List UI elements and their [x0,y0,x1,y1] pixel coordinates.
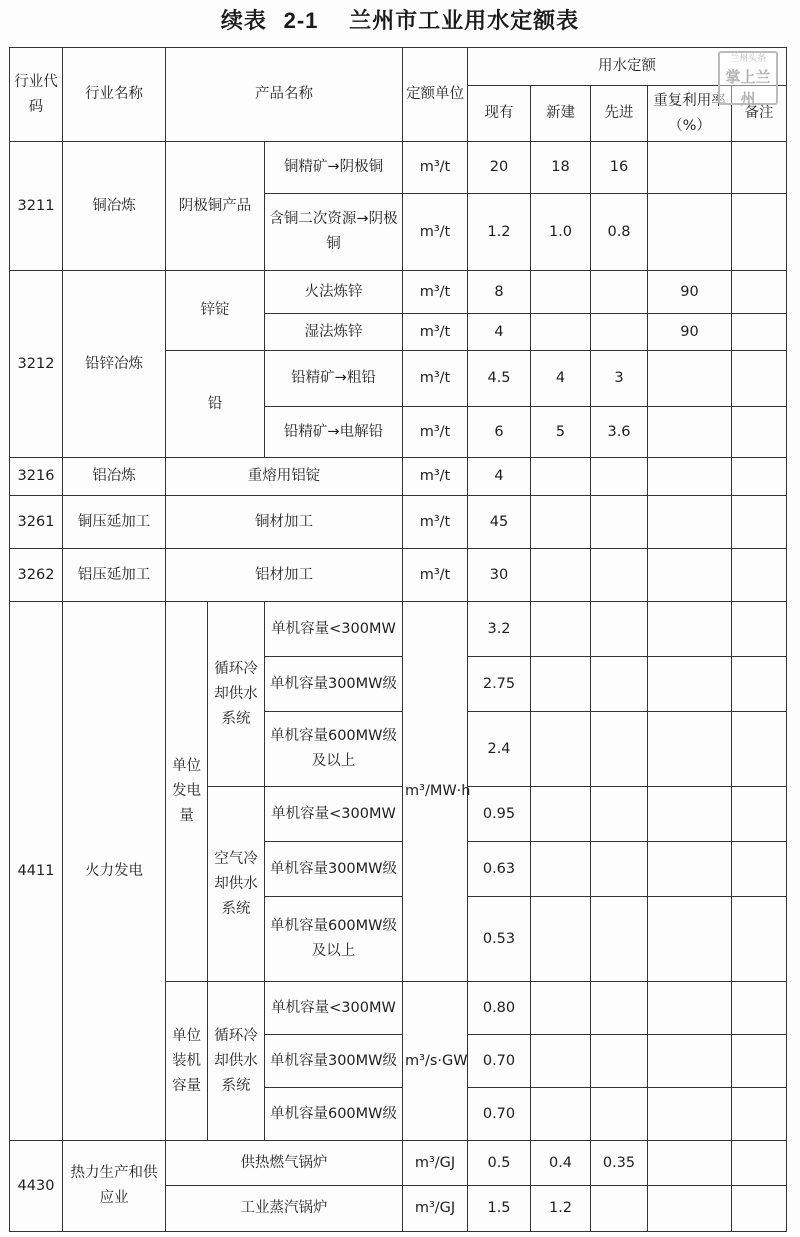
reuse-cell [648,142,732,194]
advanced-cell: 0.35 [591,1141,648,1186]
remarks-cell [732,842,787,897]
advanced-cell [591,1035,648,1088]
new-cell [531,712,591,787]
system-cell: 循环冷却供水系统 [208,982,265,1141]
watermark-stamp [718,51,778,108]
table-row [10,1141,787,1186]
unit-cell: m³/MW·h [403,602,468,982]
title-prefix: 续表 [220,9,267,34]
unit-cell: m³/t [403,271,468,314]
remarks-cell [732,602,787,657]
header-industry: 行业名称 [63,48,166,142]
new-cell [531,1035,591,1088]
reuse-cell [648,194,732,271]
current-cell: 45 [468,496,531,549]
new-cell: 18 [531,142,591,194]
advanced-cell: 3 [591,351,648,407]
reuse-cell [648,1186,732,1232]
advanced-cell [591,1088,648,1141]
product-cell: 单机容量300MW级 [265,1035,403,1088]
reuse-cell [648,496,732,549]
category-cell: 铅 [166,351,265,458]
advanced-cell [591,458,648,496]
reuse-cell [648,1088,732,1141]
current-cell: 0.70 [468,1088,531,1141]
header-code: 行业代码 [10,48,63,142]
table-row [10,142,787,194]
current-cell: 0.95 [468,787,531,842]
advanced-cell [591,897,648,982]
cap-basis-cell: 单位装机容量 [166,982,208,1141]
new-cell [531,787,591,842]
product-cell: 火法炼锌 [265,271,403,314]
industry-cell: 铅锌冶炼 [63,271,166,458]
new-cell [531,897,591,982]
code-cell: 3216 [10,458,63,496]
unit-cell: m³/t [403,314,468,351]
unit-cell: m³/t [403,142,468,194]
product-cell: 含铜二次资源→阴极铜 [265,194,403,271]
remarks-cell [732,351,787,407]
table-title [0,4,800,35]
remarks-cell [732,787,787,842]
remarks-cell [732,1186,787,1232]
table-row [10,271,787,314]
unit-cell: m³/t [403,458,468,496]
unit-cell: m³/s·GW [403,982,468,1141]
watermark-line2: 掌上兰州 [725,68,771,108]
new-cell: 0.4 [531,1141,591,1186]
current-cell: 0.63 [468,842,531,897]
reuse-cell [648,842,732,897]
current-cell: 2.4 [468,712,531,787]
new-cell [531,549,591,602]
header-row [10,48,787,86]
product-cell: 湿法炼锌 [265,314,403,351]
advanced-cell [591,496,648,549]
unit-cell: m³/GJ [403,1141,468,1186]
current-cell: 30 [468,549,531,602]
industry-cell: 铝冶炼 [63,458,166,496]
industry-cell: 火力发电 [63,602,166,1141]
code-cell: 3212 [10,271,63,458]
product-cell: 铜材加工 [166,496,403,549]
reuse-cell: 90 [648,314,732,351]
current-cell: 3.2 [468,602,531,657]
remarks-cell [732,549,787,602]
new-cell [531,496,591,549]
product-cell: 重熔用铝锭 [166,458,403,496]
current-cell: 6 [468,407,531,458]
remarks-cell [732,712,787,787]
remarks-cell [732,314,787,351]
reuse-cell [648,602,732,657]
code-cell: 4430 [10,1141,63,1232]
table-row [10,496,787,549]
product-cell: 单机容量300MW级 [265,657,403,712]
product-cell: 供热燃气锅炉 [166,1141,403,1186]
header-reuse: 重复利用率（%） [648,86,732,142]
advanced-cell: 3.6 [591,407,648,458]
industry-cell: 铜压延加工 [63,496,166,549]
reuse-cell [648,1035,732,1088]
product-cell: 单机容量<300MW [265,602,403,657]
category-cell: 锌锭 [166,271,265,351]
code-cell: 3211 [10,142,63,271]
current-cell: 2.75 [468,657,531,712]
title-number: 2-1 [283,8,319,33]
unit-cell: m³/GJ [403,1186,468,1232]
reuse-cell [648,1141,732,1186]
header-advanced: 先进 [591,86,648,142]
advanced-cell [591,549,648,602]
reuse-cell [648,657,732,712]
product-cell: 单机容量<300MW [265,982,403,1035]
current-cell: 0.5 [468,1141,531,1186]
advanced-cell [591,1186,648,1232]
header-new: 新建 [531,86,591,142]
current-cell: 20 [468,142,531,194]
unit-cell: m³/t [403,351,468,407]
table-row [10,602,787,657]
reuse-cell [648,787,732,842]
product-cell: 单机容量600MW级及以上 [265,897,403,982]
remarks-cell [732,271,787,314]
product-cell: 单机容量<300MW [265,787,403,842]
table-row [10,458,787,496]
advanced-cell [591,842,648,897]
new-cell: 5 [531,407,591,458]
remarks-cell [732,496,787,549]
reuse-cell [648,897,732,982]
code-cell: 3261 [10,496,63,549]
system-cell: 循环冷却供水系统 [208,602,265,787]
product-cell: 铜精矿→阴极铜 [265,142,403,194]
current-cell: 4.5 [468,351,531,407]
current-cell: 4 [468,458,531,496]
advanced-cell [591,314,648,351]
industry-cell: 铜冶炼 [63,142,166,271]
advanced-cell [591,787,648,842]
industry-cell: 热力生产和供应业 [63,1141,166,1232]
new-cell [531,1088,591,1141]
remarks-cell [732,1035,787,1088]
watermark-line1: 兰州头条 [729,54,766,64]
code-cell: 3262 [10,549,63,602]
water-quota-table [9,47,787,1232]
new-cell [531,271,591,314]
header-remarks: 备注 [732,86,787,142]
header-quota: 用水定额 [468,48,787,86]
unit-cell: m³/t [403,549,468,602]
reuse-cell [648,458,732,496]
unit-cell: m³/t [403,496,468,549]
product-cell: 单机容量600MW级 [265,1088,403,1141]
new-cell [531,314,591,351]
reuse-cell [648,407,732,458]
current-cell: 0.53 [468,897,531,982]
reuse-cell [648,982,732,1035]
category-cell: 阴极铜产品 [166,142,265,271]
remarks-cell [732,458,787,496]
system-cell: 空气冷却供水系统 [208,787,265,982]
title-main: 兰州市工业用水定额表 [349,9,580,34]
header-unit: 定额单位 [403,48,468,142]
remarks-cell [732,982,787,1035]
product-cell: 铝材加工 [166,549,403,602]
code-cell: 4411 [10,602,63,1141]
remarks-cell [732,897,787,982]
new-cell [531,458,591,496]
remarks-cell [732,1141,787,1186]
advanced-cell: 16 [591,142,648,194]
remarks-cell [732,407,787,458]
current-cell: 0.70 [468,1035,531,1088]
new-cell: 1.2 [531,1186,591,1232]
advanced-cell [591,982,648,1035]
gen-basis-cell: 单位发电量 [166,602,208,982]
table-row [10,549,787,602]
reuse-cell [648,712,732,787]
new-cell [531,842,591,897]
advanced-cell [591,602,648,657]
remarks-cell [732,657,787,712]
current-cell: 0.80 [468,982,531,1035]
current-cell: 8 [468,271,531,314]
remarks-cell [732,142,787,194]
unit-cell: m³/t [403,194,468,271]
product-cell: 铅精矿→粗铅 [265,351,403,407]
current-cell: 1.5 [468,1186,531,1232]
current-cell: 1.2 [468,194,531,271]
new-cell [531,657,591,712]
new-cell: 1.0 [531,194,591,271]
reuse-cell [648,549,732,602]
header-current: 现有 [468,86,531,142]
reuse-cell [648,351,732,407]
reuse-cell: 90 [648,271,732,314]
advanced-cell [591,712,648,787]
industry-cell: 铝压延加工 [63,549,166,602]
new-cell [531,982,591,1035]
header-product: 产品名称 [166,48,403,142]
product-cell: 单机容量300MW级 [265,842,403,897]
product-cell: 工业蒸汽锅炉 [166,1186,403,1232]
product-cell: 铅精矿→电解铅 [265,407,403,458]
advanced-cell: 0.8 [591,194,648,271]
product-cell: 单机容量600MW级及以上 [265,712,403,787]
advanced-cell [591,657,648,712]
advanced-cell [591,271,648,314]
remarks-cell [732,1088,787,1141]
current-cell: 4 [468,314,531,351]
remarks-cell [732,194,787,271]
new-cell: 4 [531,351,591,407]
unit-cell: m³/t [403,407,468,458]
new-cell [531,602,591,657]
